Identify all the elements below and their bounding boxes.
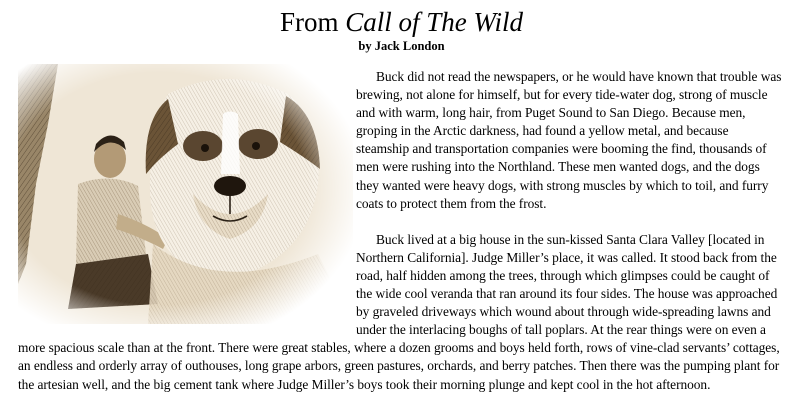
illustration-spacer xyxy=(18,68,356,324)
story-text xyxy=(18,68,784,394)
title-work: Call of The Wild xyxy=(345,7,524,37)
paragraph-2: Buck lived at a big house in the sun-kissed Santa Clara Valley [located in Northern California]. Judge Miller’s place, it was called. It stood back from the road, half hidden among the trees, through which glimpses could be caught of the wide cool veranda that ran around its four sides. The house was approached by graveled driveways which wound about through wide-spreading lawns and under the interlacing boughs of tall poplars. At the rear things were on even a more spacious scale than at the front. There were great stables, where a dozen grooms and boys held forth, rows of vine-clad servants’ cottages, an endless and orderly array of outhouses, long grape arbors, green pastures, orchards, and berry patches. Then there was the pumping plant for the artesian well, and the big cement tank where Judge Miller’s boys took their morning plunge and kept cool in the hot afternoon. xyxy=(18,231,780,392)
byline: by Jack London xyxy=(358,39,445,53)
title-prefix: From xyxy=(279,7,346,37)
page-title xyxy=(0,6,803,38)
paragraph-1: Buck did not read the newspapers, or he would have known that trouble was brewing, not alone for himself, but for every tide-water dog, strong of muscle and with warm, long hair, from Puget Sound to San Diego. Because men, groping in the Arctic darkness, had found a yellow metal, and because steamship and transportation companies were booming the find, thousands of men were rushing into the Northland. These men wanted dogs, and the dogs they wanted were heavy dogs, with strong muscles by which to toil, and furry coats to protect them from the frost. xyxy=(356,69,782,211)
